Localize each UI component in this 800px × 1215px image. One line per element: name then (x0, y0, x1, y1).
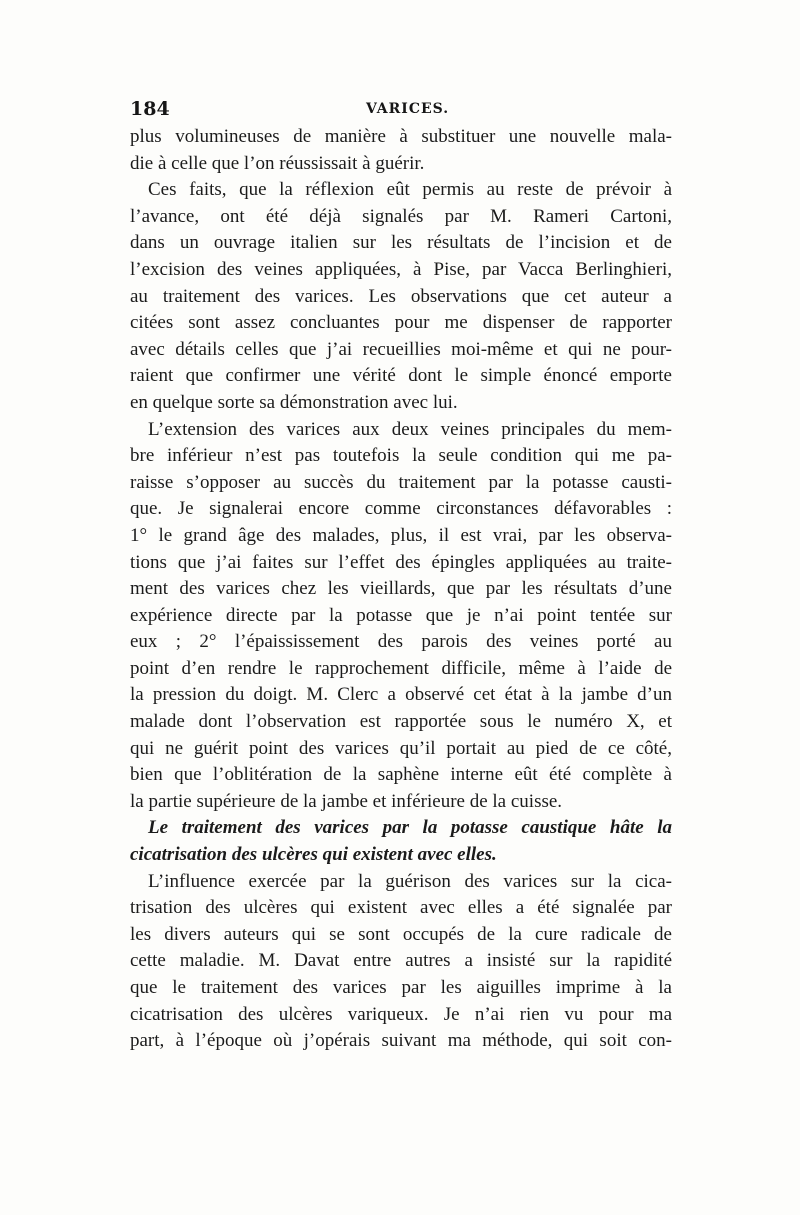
text-line: au traitement des varices. Les observations que cet auteur a (130, 285, 672, 307)
text-line: que le traitement des varices par les aiguilles imprime à la (130, 977, 672, 998)
text-line: citées sont assez concluantes pour me dispenser de rapporter (130, 312, 672, 334)
text-line: bien que l’oblitération de la saphène interne eût été complète à (130, 764, 672, 786)
text-line: L’influence exercée par la guérison des varices sur la cica- (148, 870, 672, 892)
text-line: point d’en rendre le rapprochement difficile, même à l’aide de (130, 657, 672, 679)
text-line: L’extension des varices aux deux veines principales du mem- (148, 418, 672, 440)
text-line: la pression du doigt. M. Clerc a observé cet état à la jambe d’un (130, 684, 672, 706)
text-line: plus volumineuses de manière à substituer une nouvelle mala- (130, 126, 672, 147)
text-line: avec détails celles que j’ai recueillies moi-même et qui ne pour- (130, 338, 672, 360)
text-line: eux ; 2° l’épaississement des parois des veines porté au (130, 631, 672, 653)
text-line: malade dont l’observation est rapportée sous le numéro X, et (130, 711, 672, 733)
page-header (130, 98, 672, 122)
text-line: 1° le grand âge des malades, plus, il est vrai, par les observa- (130, 524, 672, 546)
section-heading: Le traitement des varices par la potasse caustique hâte la (148, 817, 672, 839)
text-line: cette maladie. M. Davat entre autres a insisté sur la rapidité (130, 950, 672, 972)
body-text (130, 124, 672, 1055)
text-line: cicatrisation des ulcères variqueux. Je n’ai rien vu pour ma (130, 1003, 672, 1025)
text-line: part, à l’époque où j’opérais suivant ma méthode, qui soit con- (130, 1030, 672, 1052)
running-title: VARICES. (366, 101, 450, 117)
text-line: expérience directe par la potasse que je n’ai point tentée sur (130, 604, 672, 626)
text-line: que. Je signalerai encore comme circonstances défavorables : (130, 498, 672, 520)
text-line: raient que confirmer une vérité dont le simple énoncé emporte (130, 365, 672, 387)
text-line: les divers auteurs qui se sont occupés de la cure radicale de (130, 923, 672, 945)
text-line: die à celle que l’on réussissait à guérir. (130, 152, 425, 174)
text-line: raisse s’opposer au succès du traitement par la potasse causti- (130, 471, 672, 493)
text-line: dans un ouvrage italien sur les résultats de l’incision et de (130, 232, 672, 254)
text-line: l’excision des veines appliquées, à Pise, par Vacca Berlinghieri, (130, 258, 672, 280)
section-heading: cicatrisation des ulcères qui existent avec elles. (130, 844, 497, 866)
text-line: tions que j’ai faites sur l’effet des épingles appliquées au traite- (130, 551, 672, 573)
text-line: l’avance, ont été déjà signalés par M. Rameri Cartoni, (130, 205, 672, 227)
text-line: ment des varices chez les vieillards, que par les résultats d’une (130, 578, 672, 600)
text-line: Ces faits, que la réflexion eût permis au reste de prévoir à (148, 179, 672, 201)
text-line: bre inférieur n’est pas toutefois la seule condition qui me pa- (130, 445, 672, 467)
page-number: 184 (130, 98, 170, 120)
text-line: qui ne guérit point des varices qu’il portait au pied de ce côté, (130, 737, 672, 759)
text-line: trisation des ulcères qui existent avec elles a été signalée par (130, 897, 672, 919)
text-line: en quelque sorte sa démonstration avec lui. (130, 391, 458, 413)
text-line: la partie supérieure de la jambe et inférieure de la cuisse. (130, 790, 563, 812)
